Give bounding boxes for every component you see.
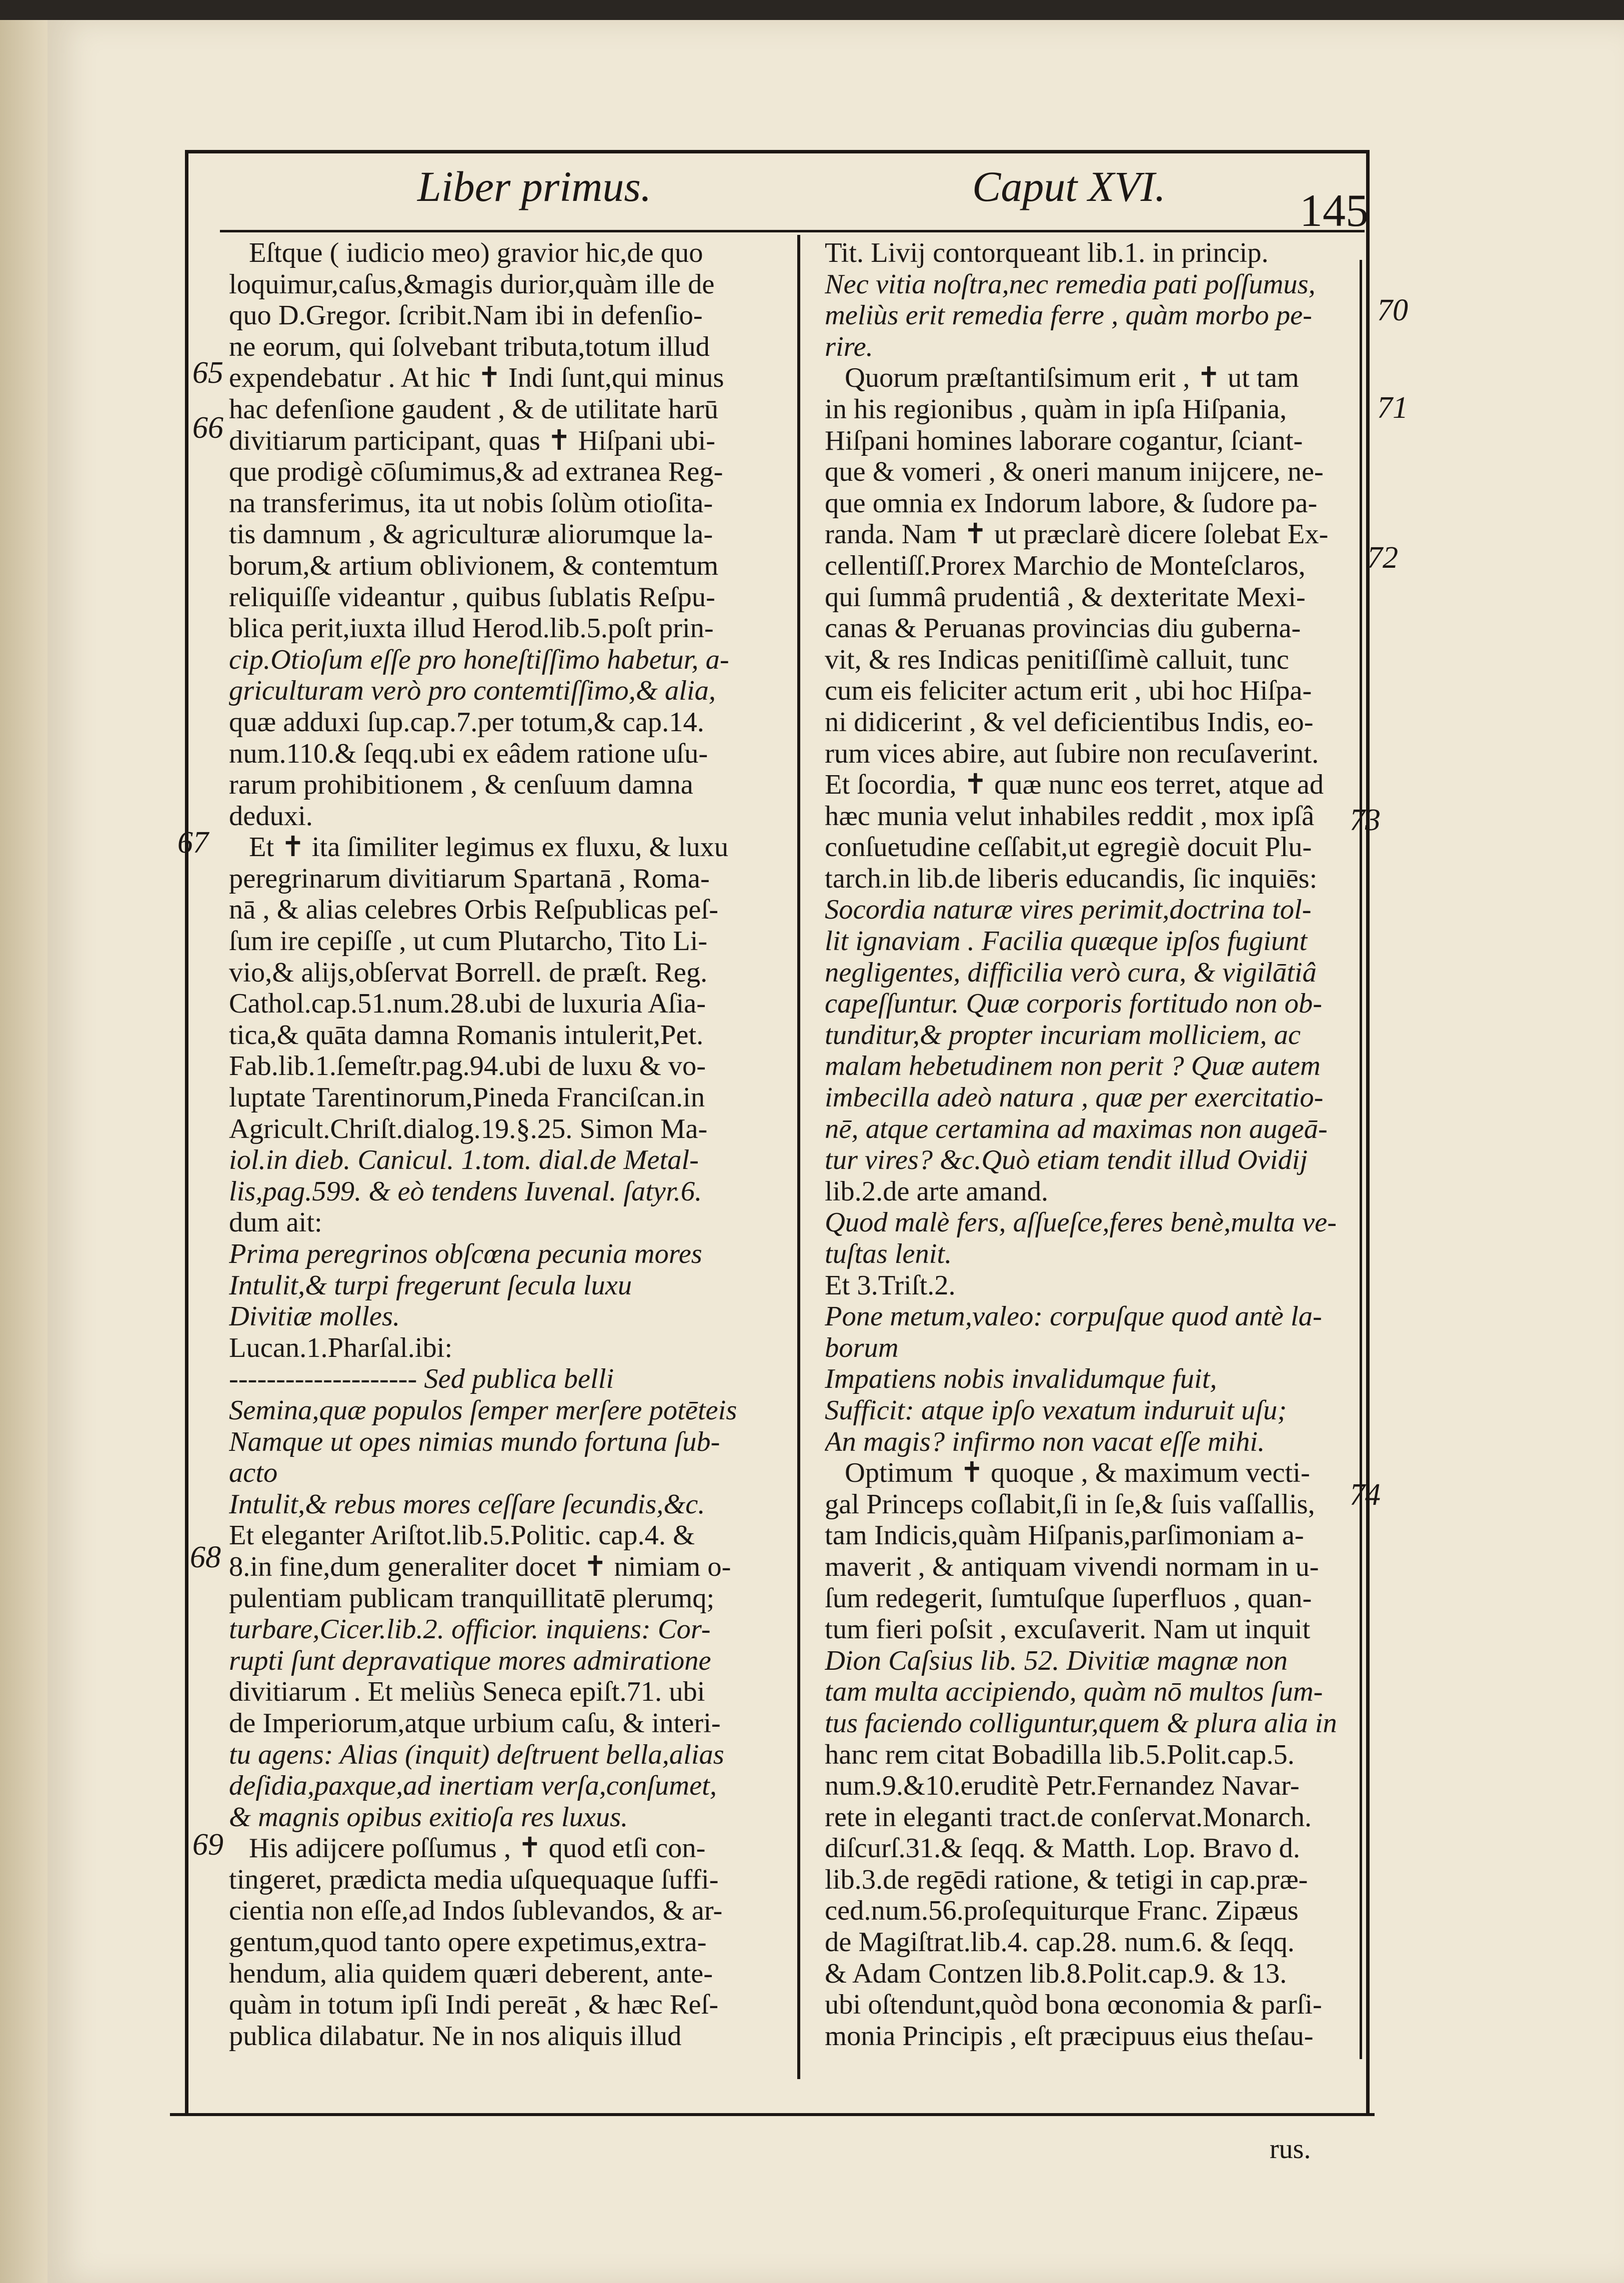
text-line: tam multa accipiendo, quàm nō multos ſum- bbox=[825, 1676, 1323, 1708]
text-line: Socordia naturæ vires perimit,doctrina tol- bbox=[825, 894, 1312, 926]
text-line: Et ſocordia, ✝ quæ nunc eos terret, atque ad bbox=[825, 769, 1324, 801]
text-line: tur vires? &c.Quò etiam tendit illud Ovidij bbox=[825, 1144, 1308, 1176]
text-line: Agricult.Chriſt.dialog.19.§.25. Simon Ma- bbox=[229, 1113, 708, 1144]
text-line: & Adam Contzen lib.8.Polit.cap.9. & 13. bbox=[825, 1958, 1287, 1989]
margin-number-right: 72 bbox=[1367, 541, 1398, 575]
text-line: Eſtque ( iudicio meo) gravior hic,de quo bbox=[249, 237, 703, 268]
text-line: tum fieri poſsit , excuſaverit. Nam ut inquit bbox=[825, 1614, 1311, 1645]
margin-number-left: 65 bbox=[192, 356, 223, 390]
text-line: Fab.lib.1.ſemeſtr.pag.94.ubi de luxu & vo- bbox=[229, 1051, 706, 1082]
text-line: publica dilabatur. Ne in nos aliquis illud bbox=[229, 2020, 682, 2052]
frame-rule-bottom bbox=[170, 2113, 1375, 2116]
text-line: rete in eleganti tract.de conſervat.Monarch. bbox=[825, 1801, 1312, 1833]
margin-number-left: 69 bbox=[192, 1828, 223, 1862]
margin-number-left: 68 bbox=[190, 1540, 221, 1574]
text-line: deduxi. bbox=[229, 800, 313, 832]
text-line: Quorum præſtantiſsimum erit , ✝ ut tam bbox=[845, 362, 1299, 394]
text-line: tingeret, prædicta media uſquequaque ſuffi- bbox=[229, 1864, 719, 1895]
text-line: diſcurſ.31.& ſeqq. & Matth. Lop. Bravo d. bbox=[825, 1833, 1300, 1864]
frame-rule-right bbox=[1366, 150, 1370, 2114]
text-line: An magis? infirmo non vacat eſſe mihi. bbox=[825, 1426, 1265, 1457]
text-line: num.110.& ſeqq.ubi ex eâdem ratione uſu- bbox=[229, 738, 708, 769]
margin-number-right: 74 bbox=[1350, 1478, 1381, 1512]
page-number: 145 bbox=[1300, 185, 1369, 236]
text-line: hendum, alia quidem quæri deberent, ante- bbox=[229, 1958, 713, 1989]
text-line: rum vices abire, aut ſubire non recuſaverint. bbox=[825, 738, 1319, 769]
right-column-rule bbox=[1360, 260, 1362, 2059]
text-line: Nec vitia noſtra,nec remedia pati poſſumus, bbox=[825, 268, 1316, 300]
text-line: Pone metum,valeo: corpuſque quod antè la- bbox=[825, 1301, 1322, 1332]
text-line: num.9.&10.eruditè Petr.Fernandez Navar- bbox=[825, 1770, 1300, 1802]
text-line: nē, atque certamina ad maximas non augeā- bbox=[825, 1113, 1328, 1144]
text-line: que omnia ex Indorum labore, & ſudore pa- bbox=[825, 487, 1318, 519]
text-line: ubi oſtendunt,quòd bona œconomia & parſi- bbox=[825, 1989, 1322, 2021]
text-line: tarch.in lib.de liberis educandis, ſic inquiēs: bbox=[825, 863, 1318, 894]
text-line: de Imperiorum,atque urbium caſu, & interi- bbox=[229, 1707, 721, 1739]
text-line: 8.in fine,dum generaliter docet ✝ nimiam o- bbox=[229, 1551, 731, 1582]
text-line: divitiarum . Et meliùs Seneca epiſt.71. ubi bbox=[229, 1676, 705, 1708]
text-line: rire. bbox=[825, 331, 873, 362]
text-line: tuſtas lenit. bbox=[825, 1238, 952, 1269]
text-line: Hiſpani homines laborare cogantur, ſciant- bbox=[825, 425, 1303, 456]
text-line: gal Princeps coſlabit,ſi in ſe,& ſuis vaſſallis, bbox=[825, 1488, 1315, 1520]
text-line: Tit. Livij contorqueant lib.1. in princip. bbox=[825, 237, 1269, 268]
text-line: pulentiam publicam tranquillitatē plerumq; bbox=[229, 1582, 715, 1614]
text-line: vio,& alijs,obſervat Borrell. de præſt. Reg. bbox=[229, 957, 708, 988]
text-line: na transferimus, ita ut nobis ſolùm otioſita- bbox=[229, 487, 713, 519]
text-line: divitiarum participant, quas ✝ Hiſpani ubi- bbox=[229, 425, 716, 456]
text-line: canas & Peruanas provincias diu guberna- bbox=[825, 613, 1301, 644]
text-line: Et ✝ ita ſimiliter legimus ex fluxu, & luxu bbox=[249, 832, 729, 863]
text-line: vit, & res Indicas penitiſſimè calluit, tunc bbox=[825, 644, 1289, 675]
text-line: luptate Tarentinorum,Pineda Franciſcan.in bbox=[229, 1082, 705, 1114]
text-line: dum ait: bbox=[229, 1207, 322, 1238]
column-divider bbox=[797, 235, 800, 2079]
text-line: cientia non eſſe,ad Indos ſublevandos, & ar- bbox=[229, 1895, 723, 1927]
text-line: expendebatur . At hic ✝ Indi ſunt,qui minus bbox=[229, 362, 724, 394]
text-line: monia Principis , eſt præcipuus eius theſau- bbox=[825, 2020, 1314, 2052]
text-line: tus faciendo colliguntur,quem & plura alia in bbox=[825, 1707, 1337, 1739]
text-line: -------------------- Sed publica belli bbox=[229, 1363, 614, 1395]
text-line: tunditur,& propter incuriam molliciem, ac bbox=[825, 1019, 1301, 1051]
text-line: tu agens: Alias (inquit) deſtruent bella,alias bbox=[229, 1739, 724, 1770]
text-line: lib.2.de arte amand. bbox=[825, 1175, 1049, 1207]
text-line: loquimur,caſus,&magis durior,quàm ille de bbox=[229, 268, 715, 300]
text-line: Sufficit: atque ipſo vexatum induruit uſu; bbox=[825, 1394, 1287, 1426]
text-line: blica perit,iuxta illud Herod.lib.5.poſt prin- bbox=[229, 613, 714, 644]
text-line: meliùs erit remedia ferre , quàm morbo pe- bbox=[825, 300, 1312, 331]
text-line: hæc munia velut inhabiles reddit , mox ipſâ bbox=[825, 800, 1315, 832]
text-line: nā , & alias celebres Orbis Reſpublicas peſ- bbox=[229, 894, 719, 926]
text-line: Prima peregrinos obſcœna pecunia mores bbox=[229, 1238, 702, 1269]
text-line: Cathol.cap.51.num.28.ubi de luxuria Aſia- bbox=[229, 988, 706, 1020]
margin-number-right: 70 bbox=[1377, 293, 1408, 327]
text-line: rarum prohibitionem , & cenſuum damna bbox=[229, 769, 693, 801]
text-line: turbare,Cicer.lib.2. officior. inquiens: Cor- bbox=[229, 1614, 711, 1645]
text-line: ne eorum, qui ſolvebant tributa,totum illud bbox=[229, 331, 710, 362]
text-line: tica,& quāta damna Romanis intulerit,Pet. bbox=[229, 1019, 704, 1051]
text-line: iol.in dieb. Canicul. 1.tom. dial.de Metal- bbox=[229, 1144, 699, 1176]
running-head-chapter: Caput XVI. bbox=[972, 162, 1166, 210]
text-line: qui ſummâ prudentiâ , & dexteritate Mexi- bbox=[825, 581, 1306, 613]
margin-number-left: 67 bbox=[177, 826, 208, 860]
text-line: rupti ſunt depravatique mores admiratione bbox=[229, 1645, 711, 1676]
text-line: Intulit,& rebus mores ceſſare ſecundis,&c. bbox=[229, 1488, 705, 1520]
text-line: maverit , & antiquam vivendi normam in u- bbox=[825, 1551, 1319, 1582]
text-line: randa. Nam ✝ ut præclarè dicere ſolebat Ex- bbox=[825, 519, 1329, 550]
text-line: griculturam verò pro contemtiſſimo,& alia, bbox=[229, 675, 716, 707]
scan-edge bbox=[0, 0, 1624, 20]
catchword: rus. bbox=[1270, 2134, 1311, 2165]
text-line: deſidia,paxque,ad inertiam verſa,conſumet, bbox=[229, 1770, 717, 1802]
text-line: ſum redegerit, ſumtuſque ſuperfluos , quan- bbox=[825, 1582, 1312, 1614]
right-column bbox=[825, 237, 1356, 2052]
text-line: imbecilla adeò natura , quæ per exercitatio- bbox=[825, 1082, 1324, 1114]
text-line: in his regionibus , quàm in ipſa Hiſpania, bbox=[825, 393, 1287, 425]
text-line: lib.3.de regēdi ratione, & tetigi in cap.præ- bbox=[825, 1864, 1308, 1895]
text-line: hanc rem citat Bobadilla lib.5.Polit.cap.5. bbox=[825, 1739, 1295, 1770]
text-line: Optimum ✝ quoque , & maximum vecti- bbox=[845, 1457, 1310, 1489]
text-line: cum eis feliciter actum erit , ubi hoc Hiſpa- bbox=[825, 675, 1312, 707]
running-head-book: Liber primus. bbox=[417, 162, 652, 210]
margin-number-left: 66 bbox=[192, 411, 223, 445]
text-line: lit ignaviam . Facilia quæque ipſos fugiunt bbox=[825, 926, 1308, 957]
text-line: de Magiſtrat.lib.4. cap.28. num.6. & ſeqq. bbox=[825, 1927, 1295, 1958]
text-line: que prodigè cōſumimus,& ad extranea Reg- bbox=[229, 456, 723, 488]
text-line: quæ adduxi ſup.cap.7.per totum,& cap.14. bbox=[229, 706, 704, 738]
text-line: hac defenſione gaudent , & de utilitate harū bbox=[229, 393, 718, 425]
text-line: cellentiſſ.Prorex Marchio de Monteſclaros, bbox=[825, 550, 1306, 581]
text-line: gentum,quod tanto opere expetimus,extra- bbox=[229, 1927, 707, 1958]
text-line: Divitiæ molles. bbox=[229, 1301, 400, 1332]
text-line: Semina,quæ populos ſemper merſere potēteis bbox=[229, 1394, 737, 1426]
text-line: His adijcere poſſumus , ✝ quod etſi con- bbox=[249, 1833, 706, 1864]
text-line: lis,pag.599. & eò tendens Iuvenal. ſatyr.6. bbox=[229, 1175, 702, 1207]
text-line: Lucan.1.Pharſal.ibi: bbox=[229, 1332, 453, 1363]
text-line: tam Indicis,quàm Hiſpanis,parſimoniam a- bbox=[825, 1520, 1304, 1551]
frame-rule-top bbox=[185, 150, 1370, 153]
text-line: borum bbox=[825, 1332, 899, 1363]
text-line: que & vomeri , & oneri manum inijcere, ne- bbox=[825, 456, 1324, 488]
text-line: quàm in totum ipſi Indi pereāt , & hæc Reſ- bbox=[229, 1989, 719, 2021]
gutter-shadow bbox=[0, 20, 47, 2283]
left-column bbox=[229, 237, 791, 2052]
text-line: capeſſuntur. Quæ corporis fortitudo non ob- bbox=[825, 988, 1323, 1020]
frame-rule-left bbox=[185, 150, 188, 2114]
header-rule bbox=[220, 230, 1365, 232]
text-line: Et 3.Triſt.2. bbox=[825, 1269, 956, 1301]
text-line: quo D.Gregor. ſcribit.Nam ibi in defenſio- bbox=[229, 300, 703, 331]
text-line: Et eleganter Ariſtot.lib.5.Politic. cap.4. & bbox=[229, 1520, 695, 1551]
text-line: peregrinarum divitiarum Spartanā , Roma- bbox=[229, 863, 710, 894]
text-line: malam hebetudinem non perit ? Quæ autem bbox=[825, 1051, 1321, 1082]
text-line: reliquiſſe videantur , quibus ſublatis Reſpu- bbox=[229, 581, 715, 613]
text-line: cip.Otioſum eſſe pro honeſtiſſimo habetur, a- bbox=[229, 644, 729, 675]
text-line: acto bbox=[229, 1457, 278, 1489]
text-line: Impatiens nobis invalidumque fuit, bbox=[825, 1363, 1217, 1395]
text-line: Namque ut opes nimias mundo fortuna ſub- bbox=[229, 1426, 720, 1457]
text-line: tis damnum , & agriculturæ aliorumque la- bbox=[229, 519, 713, 550]
text-line: ni didicerint , & vel deficientibus Indis, eo- bbox=[825, 706, 1314, 738]
text-line: borum,& artium oblivionem, & contemtum bbox=[229, 550, 719, 581]
margin-number-right: 73 bbox=[1350, 803, 1381, 837]
text-line: Quod malè fers, aſſueſce,feres benè,multa ve- bbox=[825, 1207, 1337, 1238]
text-line: & magnis opibus exitioſa res luxus. bbox=[229, 1801, 628, 1833]
text-line: Dion Caſsius lib. 52. Divitiæ magnæ non bbox=[825, 1645, 1288, 1676]
text-line: ſum ire cepiſſe , ut cum Plutarcho, Tito Li- bbox=[229, 926, 708, 957]
text-line: conſuetudine ceſſabit,ut egregiè docuit Plu- bbox=[825, 832, 1312, 863]
text-line: ced.num.56.proſequiturque Franc. Zipæus bbox=[825, 1895, 1299, 1927]
margin-number-right: 71 bbox=[1377, 391, 1408, 425]
text-line: Intulit,& turpi fregerunt ſecula luxu bbox=[229, 1269, 632, 1301]
text-line: negligentes, difficilia verò cura, & vigilātiâ bbox=[825, 957, 1317, 988]
